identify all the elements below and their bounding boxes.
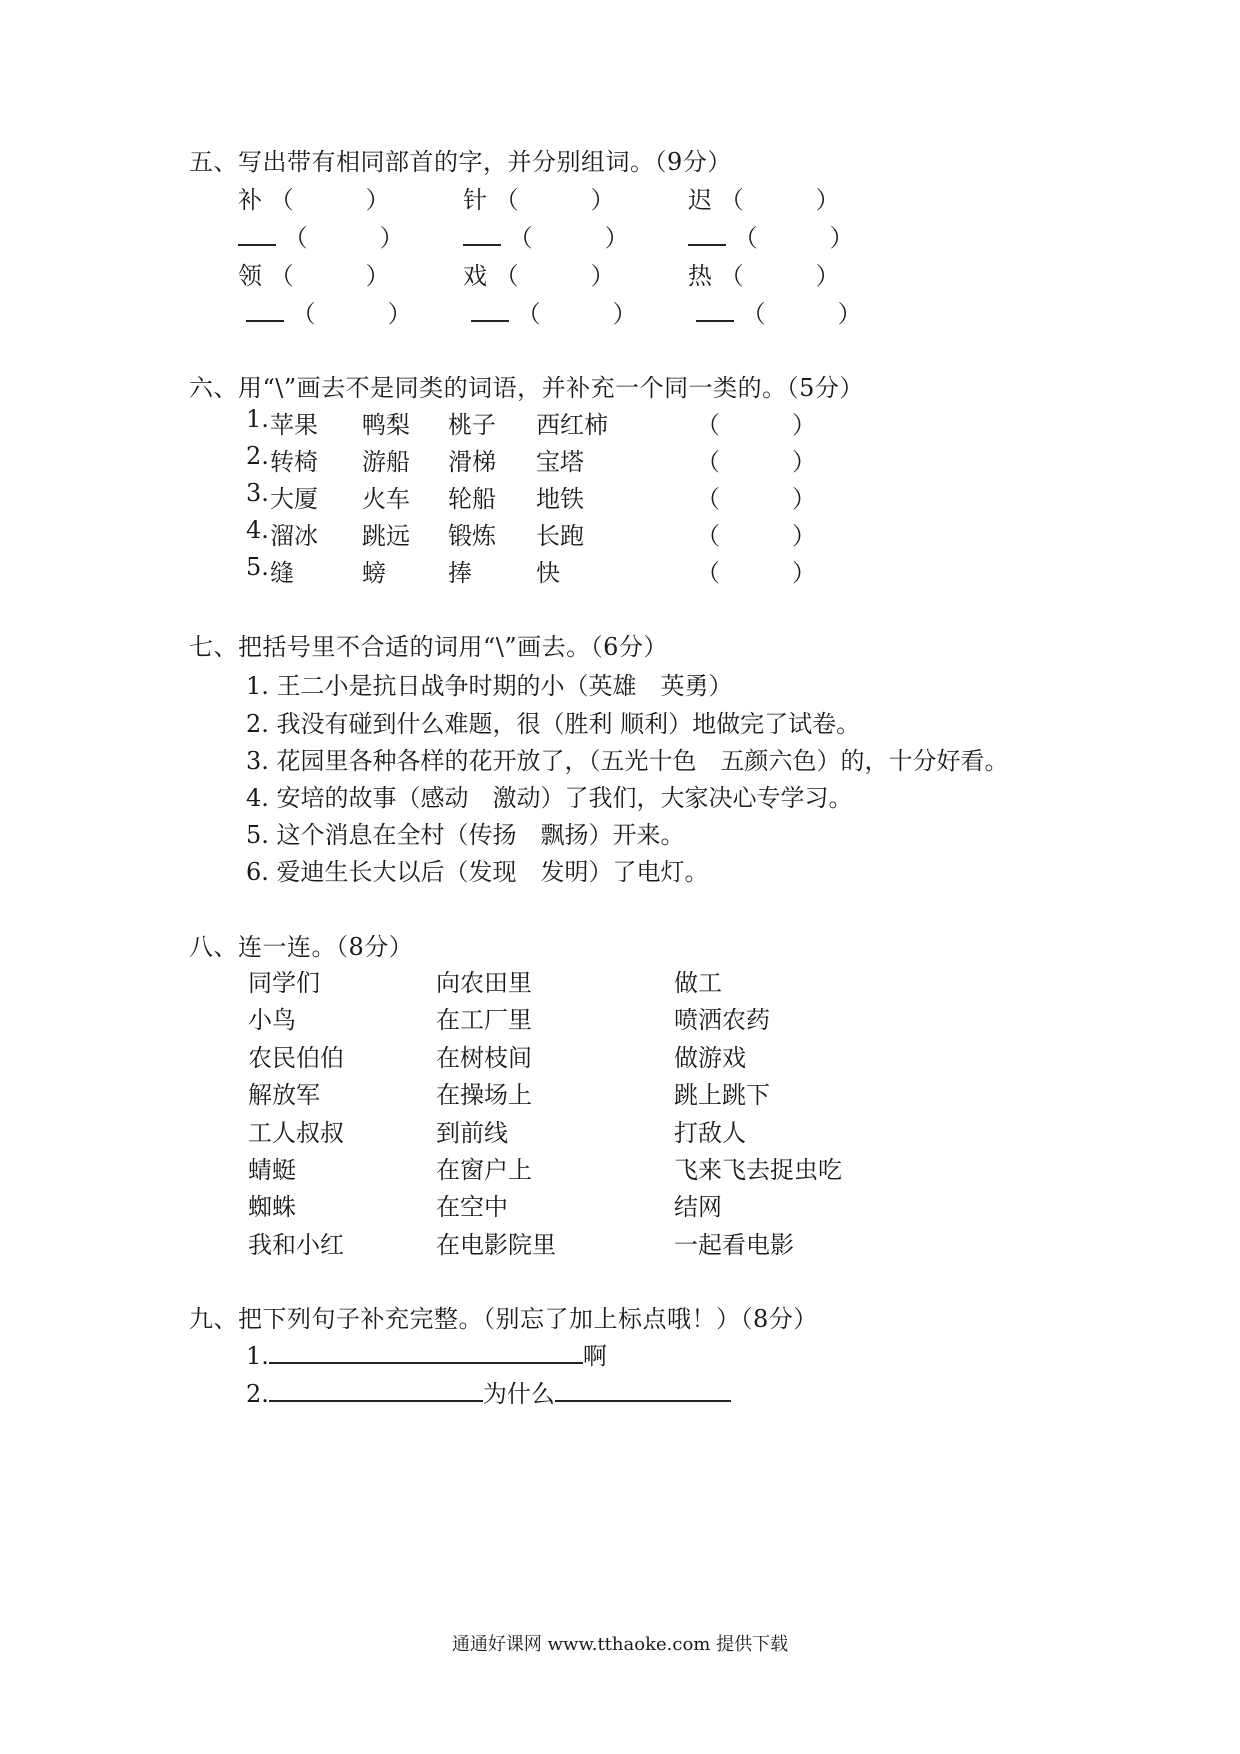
s5-char: 迟 xyxy=(688,186,712,214)
s6-word: 苹果 xyxy=(270,411,318,439)
s6-word: 捧 xyxy=(448,559,472,587)
s6-word: 溜冰 xyxy=(270,522,318,550)
s5-blank[interactable] xyxy=(463,242,501,246)
s9-line1 xyxy=(246,1336,607,1371)
s8-action[interactable]: 做工 xyxy=(674,969,722,997)
s6-word: 宝塔 xyxy=(536,448,584,476)
s5-paren: （ ） xyxy=(269,262,390,290)
s5-r1-c3 xyxy=(688,180,840,215)
s8-subject[interactable]: 解放军 xyxy=(248,1081,320,1109)
s9-answer-blank[interactable] xyxy=(555,1378,731,1402)
s7-item: 3. 花园里各种各样的花开放了，（五光十色 五颜六色）的，十分好看。 xyxy=(246,747,1009,775)
s6-paren: （ ） xyxy=(696,522,816,550)
s6-paren: （ ） xyxy=(696,559,816,587)
s5-paren: （ ） xyxy=(494,262,615,290)
s5-blank[interactable] xyxy=(688,242,726,246)
s5-r4-c2 xyxy=(471,294,637,329)
s5-char: 补 xyxy=(238,186,262,214)
s5-r2-c1 xyxy=(238,218,404,253)
s5-blank[interactable] xyxy=(696,318,734,322)
s8-action[interactable]: 喷洒农药 xyxy=(674,1006,770,1034)
s6-word: 鸭梨 xyxy=(362,411,410,439)
s8-place[interactable]: 在空中 xyxy=(436,1193,508,1221)
s8-place[interactable]: 到前线 xyxy=(436,1119,508,1147)
s5-paren: （ ） xyxy=(283,224,404,252)
section7-heading: 七、把括号里不合适的词用“\”画去。（6分） xyxy=(189,633,668,661)
s6-num: 2. xyxy=(246,442,269,470)
s8-place[interactable]: 向农田里 xyxy=(436,969,532,997)
s8-place[interactable]: 在窗户上 xyxy=(436,1156,532,1184)
s5-paren: （ ） xyxy=(733,224,854,252)
s6-word: 跳远 xyxy=(362,522,410,550)
s9-num: 2. xyxy=(246,1380,269,1408)
s8-subject[interactable]: 我和小红 xyxy=(248,1231,344,1259)
section5-heading: 五、写出带有相同部首的字，并分别组词。（9分） xyxy=(189,148,732,176)
s5-char: 热 xyxy=(688,262,712,290)
s6-num: 3. xyxy=(246,479,269,507)
s8-action[interactable]: 结网 xyxy=(674,1193,722,1221)
s5-blank[interactable] xyxy=(246,318,284,322)
s5-paren: （ ） xyxy=(291,300,412,328)
s8-action[interactable]: 跳上跳下 xyxy=(674,1081,770,1109)
s5-r2-c2 xyxy=(463,218,629,253)
s6-word: 滑梯 xyxy=(448,448,496,476)
s8-action[interactable]: 一起看电影 xyxy=(674,1231,794,1259)
s5-paren: （ ） xyxy=(719,186,840,214)
s6-word: 轮船 xyxy=(448,485,496,513)
s6-word: 火车 xyxy=(362,485,410,513)
s9-num: 1. xyxy=(246,1342,269,1370)
s5-paren: （ ） xyxy=(516,300,637,328)
s8-action[interactable]: 打敌人 xyxy=(674,1119,746,1147)
s5-paren: （ ） xyxy=(269,186,390,214)
s6-num: 4. xyxy=(246,516,269,544)
s8-action[interactable]: 做游戏 xyxy=(674,1044,746,1072)
s5-r2-c3 xyxy=(688,218,854,253)
s8-place[interactable]: 在操场上 xyxy=(436,1081,532,1109)
s8-place[interactable]: 在工厂里 xyxy=(436,1006,532,1034)
s5-char: 针 xyxy=(463,186,487,214)
s9-line2 xyxy=(246,1374,731,1409)
s5-char: 戏 xyxy=(463,262,487,290)
s6-word: 地铁 xyxy=(536,485,584,513)
s8-place[interactable]: 在树枝间 xyxy=(436,1044,532,1072)
section9-heading: 九、把下列句子补充完整。（别忘了加上标点哦！）（8分） xyxy=(189,1305,818,1333)
s6-word: 游船 xyxy=(362,448,410,476)
s9-answer-blank[interactable] xyxy=(269,1378,483,1402)
s8-place[interactable]: 在电影院里 xyxy=(436,1231,556,1259)
s6-paren: （ ） xyxy=(696,485,816,513)
section8-heading: 八、连一连。（8分） xyxy=(189,933,414,961)
s5-paren: （ ） xyxy=(508,224,629,252)
s9-line2-mid: 为什么 xyxy=(482,1380,555,1408)
s6-paren: （ ） xyxy=(696,411,816,439)
s6-word: 快 xyxy=(536,559,560,587)
s6-word: 桃子 xyxy=(448,411,496,439)
s6-word: 缝 xyxy=(270,559,294,587)
s8-subject[interactable]: 蜘蛛 xyxy=(248,1193,296,1221)
s5-r3-c1 xyxy=(238,256,390,291)
s6-paren: （ ） xyxy=(696,448,816,476)
s9-answer-blank[interactable] xyxy=(269,1340,583,1364)
s7-item: 5. 这个消息在全村（传扬 飘扬）开来。 xyxy=(246,821,685,849)
s5-r4-c3 xyxy=(696,294,862,329)
s6-num: 5. xyxy=(246,553,269,581)
s5-r1-c2 xyxy=(463,180,615,215)
s5-char: 领 xyxy=(238,262,262,290)
s5-paren: （ ） xyxy=(719,262,840,290)
section6-heading: 六、用“\”画去不是同类的词语，并补充一个同一类的。（5分） xyxy=(189,374,864,402)
s5-r3-c3 xyxy=(688,256,840,291)
s6-word: 西红柿 xyxy=(536,411,608,439)
s9-line1-tail: 啊 xyxy=(582,1342,607,1370)
s6-num: 1. xyxy=(246,405,269,433)
s5-r4-c1 xyxy=(246,294,412,329)
s5-paren: （ ） xyxy=(494,186,615,214)
s6-word: 螃 xyxy=(362,559,386,587)
s7-item: 1. 王二小是抗日战争时期的小（英雄 英勇） xyxy=(246,672,733,700)
s6-word: 转椅 xyxy=(270,448,318,476)
s6-word: 长跑 xyxy=(536,522,584,550)
s7-item: 6. 爱迪生长大以后（发现 发明）了电灯。 xyxy=(246,858,709,886)
s5-r1-c1 xyxy=(238,180,390,215)
footer-source: 通通好课网 www.tthaoke.com 提供下载 xyxy=(451,1634,789,1655)
s8-subject[interactable]: 蜻蜓 xyxy=(248,1156,296,1184)
s8-subject[interactable]: 工人叔叔 xyxy=(248,1119,344,1147)
s5-paren: （ ） xyxy=(741,300,862,328)
s7-item: 4. 安培的故事（感动 激动）了我们，大家决心专学习。 xyxy=(246,784,853,812)
s5-blank[interactable] xyxy=(238,242,276,246)
s6-word: 大厦 xyxy=(270,485,318,513)
s8-subject[interactable]: 农民伯伯 xyxy=(248,1044,344,1072)
s8-action[interactable]: 飞来飞去捉虫吃 xyxy=(674,1156,842,1184)
s7-item: 2. 我没有碰到什么难题，很（胜利 顺利）地做完了试卷。 xyxy=(246,710,861,738)
s5-r3-c2 xyxy=(463,256,615,291)
s6-word: 锻炼 xyxy=(448,522,496,550)
s8-subject[interactable]: 同学们 xyxy=(248,969,320,997)
s8-subject[interactable]: 小鸟 xyxy=(248,1006,296,1034)
s5-blank[interactable] xyxy=(471,318,509,322)
